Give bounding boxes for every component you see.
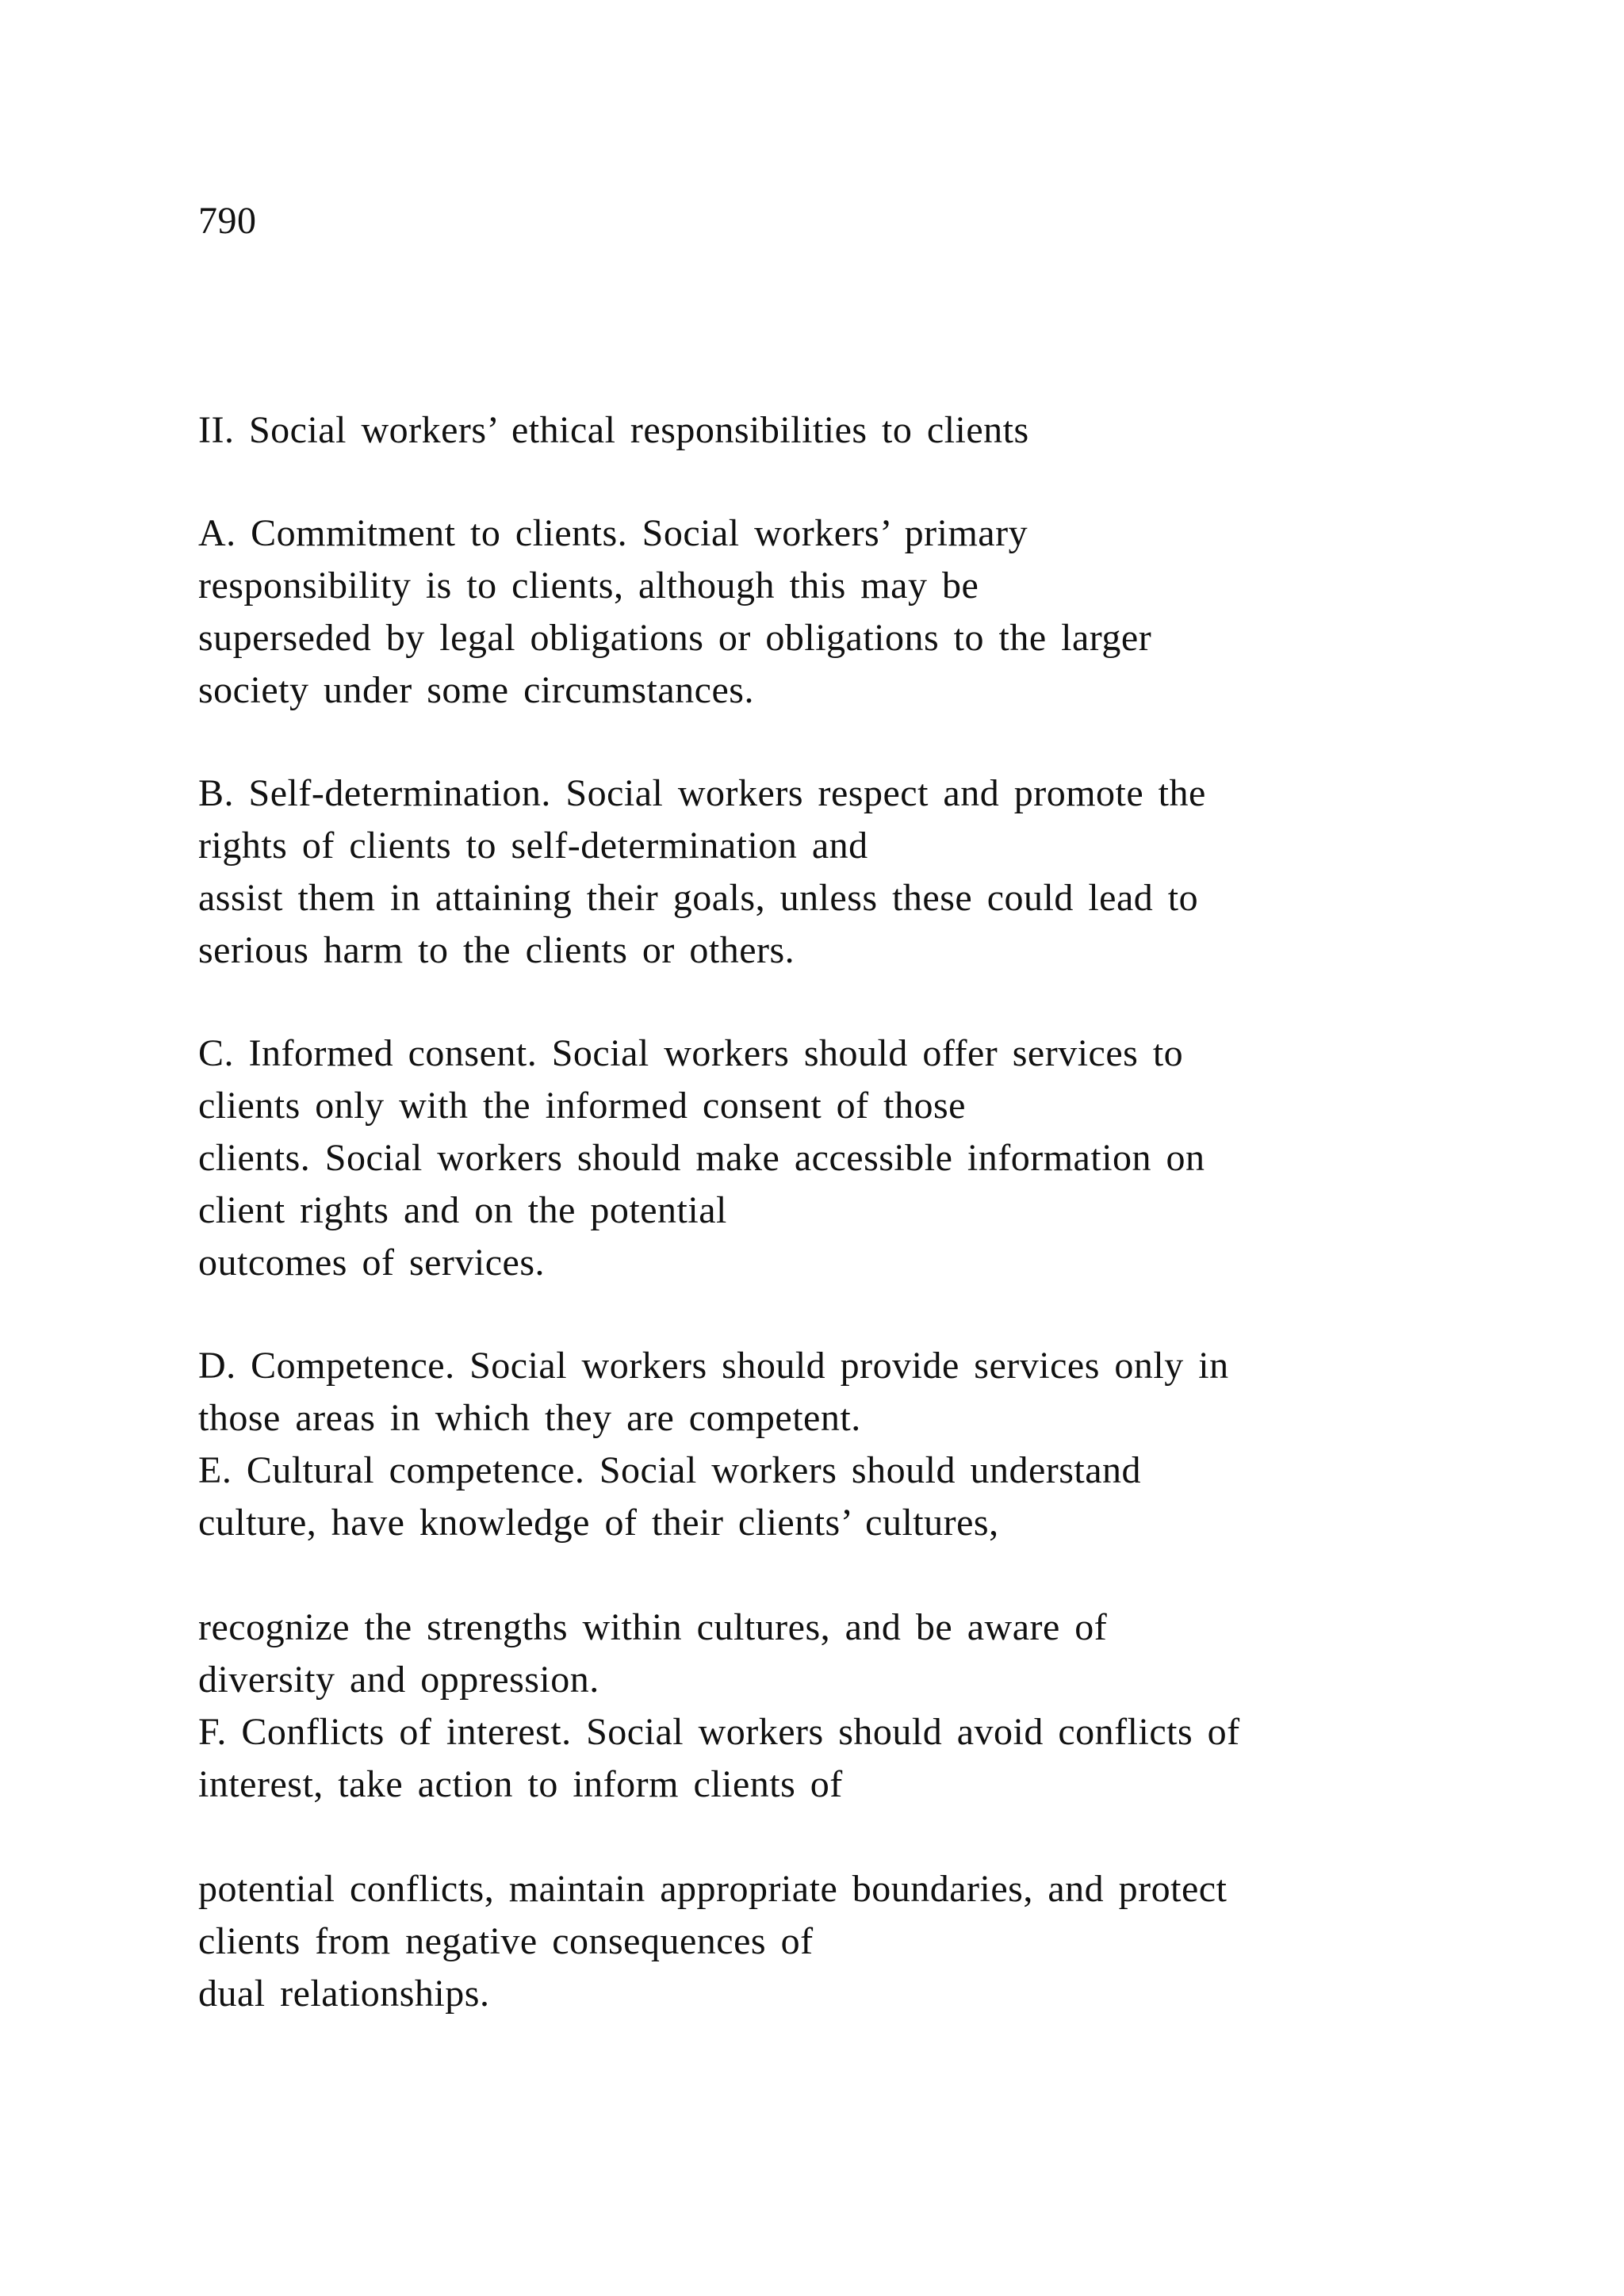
paragraph-line: potential conflicts, maintain appropriate boundaries, and protect <box>198 1868 1228 1910</box>
paragraph-line: assist them in attaining their goals, unless these could lead to <box>198 877 1199 919</box>
paragraph-line: rights of clients to self-determination and <box>198 825 868 867</box>
paragraph-line: client rights and on the potential <box>198 1189 727 1231</box>
paragraph-line: recognize the strengths within cultures, and be aware of <box>198 1606 1108 1648</box>
paragraph-line: clients only with the informed consent of those <box>198 1085 966 1127</box>
paragraph-line: society under some circumstances. <box>198 669 754 711</box>
paragraph-line: A. Commitment to clients. Social workers’ primary <box>198 512 1028 554</box>
paragraph-line: F. Conflicts of interest. Social workers should avoid conflicts of <box>198 1711 1240 1753</box>
paragraph-line: outcomes of services. <box>198 1242 546 1284</box>
paragraph-line: serious harm to the clients or others. <box>198 929 795 971</box>
paragraph-line: responsibility is to clients, although this may be <box>198 564 979 607</box>
paragraph-line: B. Self-determination. Social workers respect and promote the <box>198 772 1206 814</box>
paragraph-line: those areas in which they are competent. <box>198 1397 861 1439</box>
page-number: 790 <box>198 200 257 242</box>
section-heading: II. Social workers’ ethical responsibilities to clients <box>198 409 1029 451</box>
paragraph-line: culture, have knowledge of their clients’ cultures, <box>198 1502 999 1544</box>
paragraph-line: clients from negative consequences of <box>198 1920 814 1962</box>
paragraph-line: D. Competence. Social workers should provide services only in <box>198 1345 1229 1387</box>
paragraph-line: dual relationships. <box>198 1973 490 2015</box>
paragraph-line: clients. Social workers should make accessible information on <box>198 1137 1205 1179</box>
paragraph-line: E. Cultural competence. Social workers should understand <box>198 1449 1142 1491</box>
paragraph-line: superseded by legal obligations or obligations to the larger <box>198 617 1152 659</box>
paragraph-line: diversity and oppression. <box>198 1659 599 1701</box>
paragraph-line: interest, take action to inform clients of <box>198 1763 843 1805</box>
paragraph-line: C. Informed consent. Social workers should offer services to <box>198 1032 1184 1074</box>
